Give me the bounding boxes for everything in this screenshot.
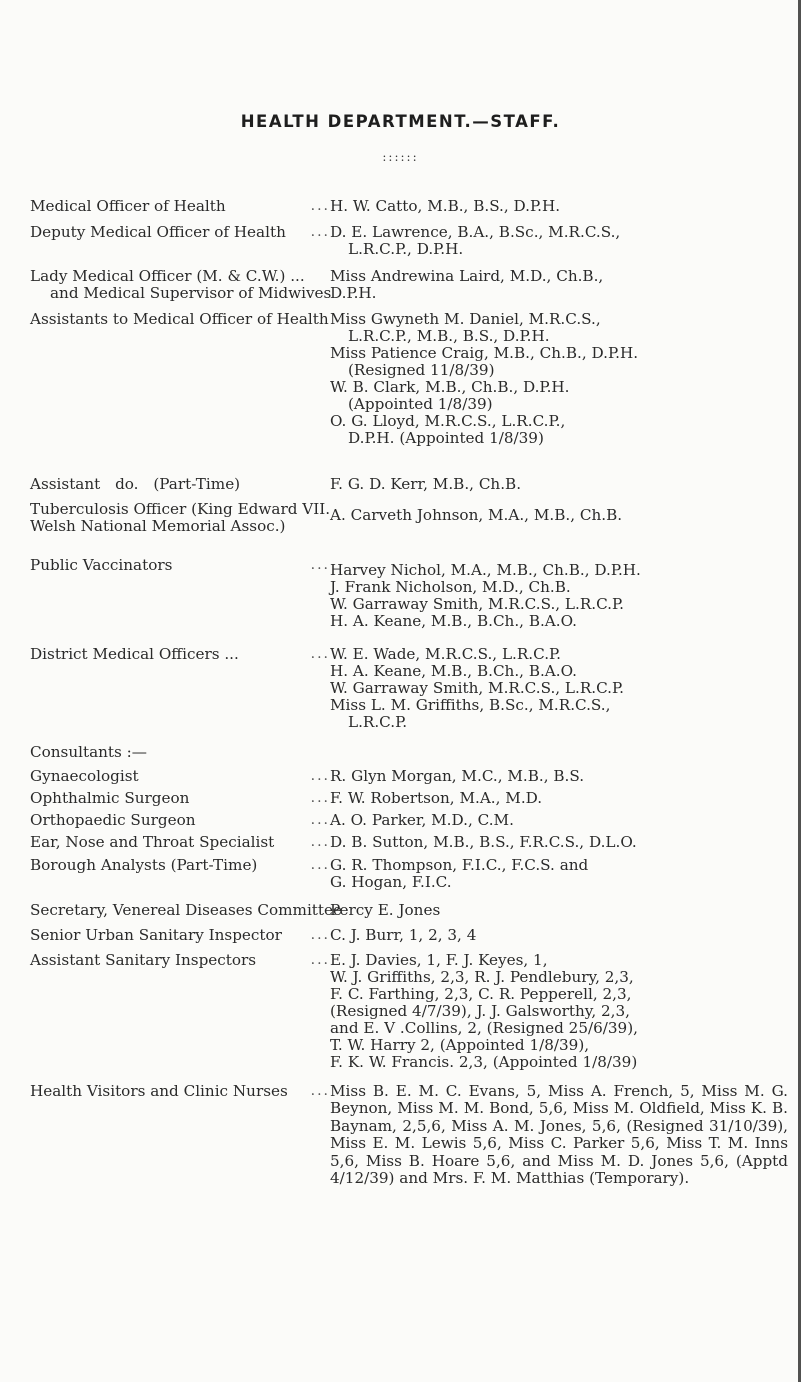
entry-value: Miss Andrewina Laird, M.D., Ch.B., D.P.H. — [330, 267, 604, 302]
entry-label: Deputy Medical Officer of Health — [30, 223, 286, 241]
entry-value: F. G. D. Kerr, M.B., Ch.B. — [330, 475, 522, 493]
entry-label: Borough Analysts (Part-Time) — [30, 856, 258, 874]
entry-value: W. E. Wade, M.R.C.S., L.R.C.P. H. A. Keane, M.B., B.Ch., B.A.O. W. Garraway Smith, M.R.C.S., L.R.C.P. Miss L. M. Griffiths, B.Sc., M.R.C.S., L.R.C.P. — [330, 645, 624, 731]
entry-value: R. Glyn Morgan, M.C., M.B., B.S. — [330, 767, 585, 785]
entry-label: District Medical Officers ... — [30, 645, 239, 663]
entry-value: A. O. Parker, M.D., C.M. — [330, 811, 514, 829]
entry-value: H. W. Catto, M.B., B.S., D.P.H. — [330, 197, 561, 215]
title-divider: :::::: — [382, 150, 419, 164]
entry-label: Senior Urban Sanitary Inspector — [30, 926, 282, 944]
page-title: HEALTH DEPARTMENT.—STAFF. — [240, 112, 561, 131]
entry-value: G. R. Thompson, F.I.C., F.C.S. and G. Hogan, F.I.C. — [330, 856, 589, 891]
entry-value: F. W. Robertson, M.A., M.D. — [330, 789, 543, 807]
entry-label: Health Visitors and Clinic Nurses — [30, 1082, 288, 1100]
entry-label: Public Vaccinators — [30, 556, 173, 574]
entry-value: D. E. Lawrence, B.A., B.Sc., M.R.C.S., L.R.C.P., D.P.H. — [330, 223, 621, 258]
entry-value: E. J. Davies, 1, F. J. Keyes, 1, W. J. Griffiths, 2,3, R. J. Pendlebury, 2,3, F. C. Farthing, 2,3, C. R. Pepperell, 2,3, (Resigned 4/7/39), J. J. Galsworthy, 2,3, and E. V .Collins, 2, (Resigned 25/6/39), T. W. Harry 2, (Appointed 1/8/39), F. K. W. Francis. 2,3, (Appointed 1/8/39) — [330, 951, 638, 1071]
entry-label: Gynaecologist — [30, 767, 139, 785]
entry-value: C. J. Burr, 1, 2, 3, 4 — [330, 926, 477, 944]
entry-value: Harvey Nichol, M.A., M.B., Ch.B., D.P.H. J. Frank Nicholson, M.D., Ch.B. W. Garraway Smith, M.R.C.S., L.R.C.P. H. A. Keane, M.B., B.Ch., B.A.O. — [330, 561, 641, 630]
entry-value: D. B. Sutton, M.B., B.S., F.R.C.S., D.L.O. — [330, 833, 637, 851]
entry-label: Medical Officer of Health — [30, 197, 226, 215]
entry-label: Ear, Nose and Throat Specialist — [30, 833, 275, 851]
entry-label: Assistant Sanitary Inspectors — [30, 951, 257, 969]
entry-label: Assistant do. (Part-Time) — [30, 475, 241, 493]
entry-label: Orthopaedic Surgeon — [30, 811, 196, 829]
entry-value: A. Carveth Johnson, M.A., M.B., Ch.B. — [330, 506, 623, 524]
entry-label: Secretary, Venereal Diseases Committee — [30, 901, 342, 919]
entry-label: Lady Medical Officer (M. & C.W.) ... and Medical Supervisor of Midwives — [30, 267, 332, 302]
entry-value: Percy E. Jones — [330, 901, 441, 919]
entry-label: Consultants :— — [30, 743, 147, 761]
entry-label: Ophthalmic Surgeon — [30, 789, 190, 807]
entry-label: Tuberculosis Officer (King Edward VII. Welsh National Memorial Assoc.) — [30, 500, 331, 535]
entry-label: Assistants to Medical Officer of Health — [30, 310, 329, 328]
entry-value: Miss B. E. M. C. Evans, 5, Miss A. French, 5, Miss M. G. Beynon, Miss M. M. Bond, 5,6, Miss M. Oldfield, Miss K. B. Baynam, 2,5,6, Miss A. M. Jones, 5,6, (Resigned 31/10/39), Miss E. M. Lewis 5,6, Miss C. Parker 5,6, Miss T. M. Inns 5,6, Miss B. Hoare 5,6, and Miss M. D. Jones 5,6, (Apptd 4/12/39) and Mrs. F. M. Matthias (Temporary). — [330, 1082, 788, 1188]
entry-value: Miss Gwyneth M. Daniel, M.R.C.S., L.R.C.P., M.B., B.S., D.P.H. Miss Patience Craig, M.B., Ch.B., D.P.H. (Resigned 11/8/39) W. B. Clark, M.B., Ch.B., D.P.H. (Appointed 1/8/39) O. G. Lloyd, M.R.C.S., L.R.C.P., D.P.H. (Appointed 1/8/39) — [330, 310, 639, 447]
